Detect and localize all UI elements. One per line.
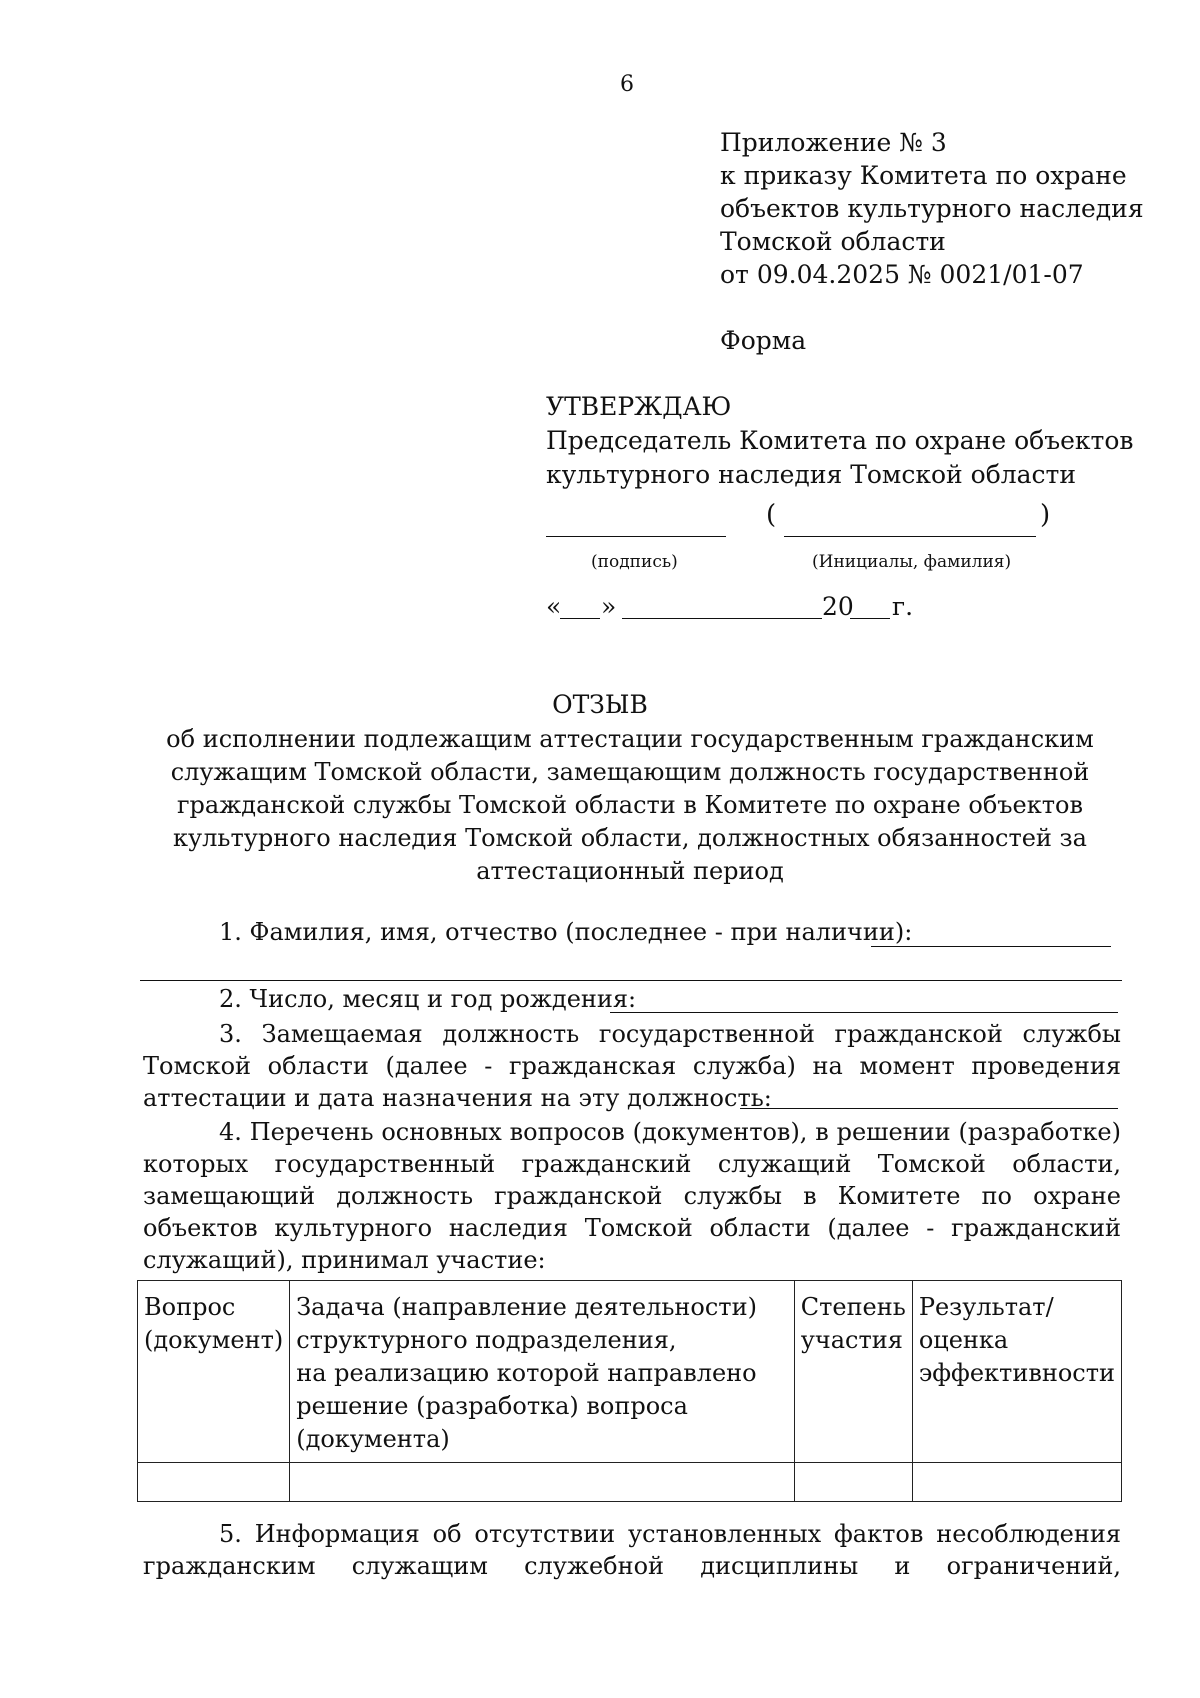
page-number: 6: [620, 72, 634, 97]
document-title: ОТЗЫВ: [552, 690, 648, 719]
birthdate-fill-line: [610, 1012, 1118, 1013]
approval-position-line: культурного наследия Томской области: [546, 460, 1077, 489]
position-fill-line: [740, 1108, 1118, 1109]
appendix-line: Приложение № 3: [720, 128, 947, 157]
signature-caption: (подпись): [591, 552, 678, 572]
subtitle-line: гражданской службы Томской области в Комитете по охране объектов: [176, 791, 1083, 819]
approval-heading: УТВЕРЖДАЮ: [546, 392, 732, 421]
approval-block: [546, 390, 1133, 492]
item-4-line: объектов культурного наследия Томской области (далее - гражданский: [143, 1214, 1121, 1242]
appendix-line: объектов культурного наследия: [720, 194, 1144, 223]
approval-position-line: Председатель Комитета по охране объектов: [546, 426, 1134, 455]
item-5-line: гражданским служащим служебной дисциплины и ограничений,: [143, 1552, 1121, 1580]
item-4-line: замещающий должность гражданской службы в Комитете по охране: [143, 1182, 1121, 1210]
item-2-label: 2. Число, месяц и год рождения:: [219, 985, 637, 1013]
header-task: Задача (направление деятельности) структурного подразделения, на реализацию которой направлено решение (разработка) вопроса (документа): [290, 1281, 795, 1463]
form-label: Форма: [720, 326, 807, 355]
appendix-line: от 09.04.2025 № 0021/01-07: [720, 260, 1084, 289]
table-row: [138, 1463, 1122, 1502]
header-participation: Степень участия: [794, 1281, 912, 1463]
table-cell[interactable]: [912, 1463, 1121, 1502]
name-caption: (Инициалы, фамилия): [812, 552, 1012, 572]
appendix-line: к приказу Комитета по охране: [720, 161, 1127, 190]
item-4-line: 4. Перечень основных вопросов (документов), в решении (разработке): [219, 1118, 1121, 1146]
subtitle-line: служащим Томской области, замещающим должность государственной: [170, 758, 1090, 786]
table-header-row: [138, 1281, 1122, 1463]
item-1-label: 1. Фамилия, имя, отчество (последнее - при наличии):: [219, 918, 913, 946]
header-question: Вопрос (документ): [138, 1281, 290, 1463]
header-result: Результат/ оценка эффективности: [912, 1281, 1121, 1463]
year-suffix: г.: [892, 592, 914, 621]
item-3-line: 3. Замещаемая должность государственной гражданской службы: [219, 1020, 1121, 1048]
fio-fill-line-2: [140, 980, 1122, 981]
item-3-line: аттестации и дата назначения на эту должность:: [143, 1084, 772, 1112]
item-4-line: служащий), принимал участие:: [143, 1246, 546, 1274]
questions-table: [137, 1280, 1122, 1502]
table-cell[interactable]: [290, 1463, 795, 1502]
day-line: [560, 618, 600, 619]
item-3-line: Томской области (далее - гражданская служба) на момент проведения: [143, 1052, 1121, 1080]
name-line: [784, 536, 1036, 537]
table-cell[interactable]: [794, 1463, 912, 1502]
item-5-line: 5. Информация об отсутствии установленных фактов несоблюдения: [219, 1520, 1121, 1548]
date-open-quote: «: [546, 592, 562, 621]
month-line: [622, 618, 822, 619]
open-paren: (: [766, 500, 777, 530]
appendix-line: Томской области: [720, 227, 946, 256]
date-close-quote: »: [601, 592, 617, 621]
document-subtitle: [140, 723, 1120, 888]
signature-line: [546, 536, 726, 537]
close-paren: ): [1040, 500, 1051, 530]
fio-fill-line: [871, 946, 1111, 947]
subtitle-line: культурного наследия Томской области, должностных обязанностей за: [173, 824, 1087, 852]
subtitle-line: об исполнении подлежащим аттестации государственным гражданским: [166, 725, 1094, 753]
table-cell[interactable]: [138, 1463, 290, 1502]
year-line: [850, 618, 890, 619]
appendix-block: [720, 126, 1144, 291]
item-4-line: которых государственный гражданский служащий Томской области,: [143, 1150, 1121, 1178]
year-prefix: 20: [822, 592, 854, 621]
subtitle-line: аттестационный период: [476, 857, 784, 885]
